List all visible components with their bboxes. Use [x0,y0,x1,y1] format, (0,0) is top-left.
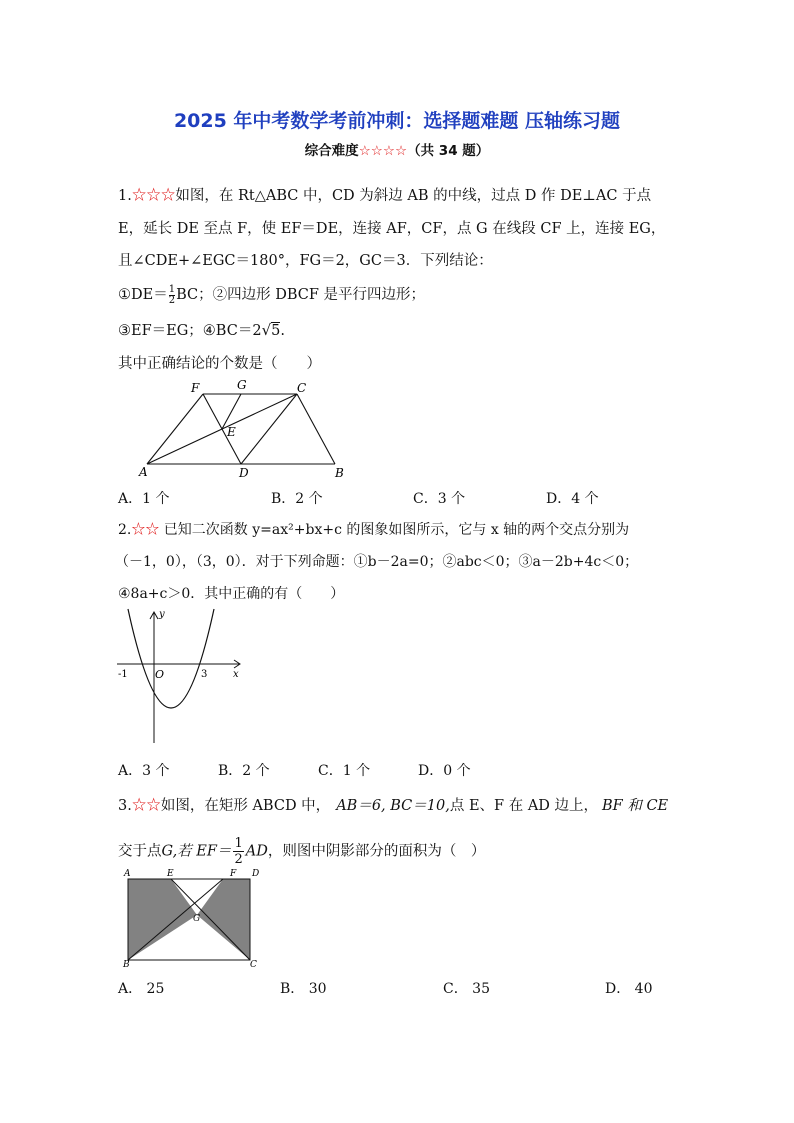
q2-option-a[interactable]: A．3 个 [118,763,170,779]
label-g: G [237,378,247,392]
q3-frac-den: 2 [234,852,243,867]
q3-given-lengths: AB＝6, BC＝10, [336,798,450,814]
q3-line2 [118,836,485,867]
label-e: E [167,869,174,879]
axis-label-x: x [233,669,239,680]
q1-line3: 且∠CDE+∠EGC＝180°，FG＝2，GC＝3．下列结论： [118,253,493,269]
q2-line3: ④8a+c＞0．其中正确的有（ ） [118,586,345,602]
q1-line2: E，延长 DE 至点 F，使 EF＝DE，连接 AF，CF，点 G 在线段 CF 上，连接 EG， [118,221,666,237]
q2-line2: （－1，0），（3，0）．对于下列命题：①b－2a=0；②abc＜0；③a－2b+4c＜0； [115,554,639,570]
q1-s3-end: . [280,323,285,339]
q3-option-b[interactable]: B． 30 [280,981,327,997]
q1-text-1: 如图，在 Rt△ABC 中，CD 为斜边 AB 的中线，过点 D 作 DE⊥AC 于点 [175,188,652,204]
q3-condition: G,若 EF＝ [161,843,232,860]
q1-option-c[interactable]: C．3 个 [413,491,466,507]
q3-number: 3. [118,798,132,814]
q1-statements-1 [118,283,425,306]
q2-number: 2. [118,522,132,538]
difficulty-subtitle [0,139,794,159]
q3-figure [118,866,266,970]
q1-s3: ③EF＝EG；④BC＝2 [118,323,262,339]
sqrt-icon: √ [261,321,272,339]
page-title: 2025 年中考数学考前冲刺：选择题难题 压轴练习题 [173,110,621,132]
tick-label-neg1: -1 [118,669,128,680]
q1-stars: ☆☆☆ [131,188,176,204]
q3-text-1a: 如图，在矩形 ABCD 中， [160,798,331,814]
label-b: B [123,960,130,970]
shaded-region-right [197,879,250,960]
label-c: C [250,960,257,970]
difficulty-label: 综合难度 [304,143,359,159]
q1-option-a[interactable]: A．1 个 [118,491,170,507]
q1-statements-2 [118,319,285,340]
q3-line1 [118,794,668,815]
segment-af [147,394,203,464]
q2-line1 [118,519,629,539]
label-a: A [124,869,131,879]
segment-dc [241,394,297,464]
label-f: F [191,381,200,395]
q1-option-d[interactable]: D．4 个 [546,491,599,507]
q3-lines-bf-ce: BF 和 CE [602,798,669,814]
q3-text-2a: 交于点 [118,843,162,860]
label-b: B [335,466,344,480]
q1-figure [135,376,350,480]
label-d: D [239,466,249,480]
q1-s1-suffix: BC；②四边形 DBCF 是平行四边形； [176,287,426,303]
q1-question: 其中正确结论的个数是（ ） [118,356,321,372]
q3-text-2d: ，则图中阴影部分的面积为（ ） [267,843,486,860]
q1-option-b[interactable]: B．2 个 [271,491,323,507]
question-count: （共 34 题） [407,143,490,159]
q1-root: 5 [271,323,281,339]
q2-figure [115,607,250,747]
label-a: A [139,465,148,479]
label-c: C [297,381,307,395]
segment-cb [297,394,335,464]
q3-option-d[interactable]: D． 40 [605,981,653,997]
tick-label-3: 3 [201,669,208,680]
q2-stars: ☆☆ [131,522,160,538]
q1-line1 [118,184,651,205]
q2-option-b[interactable]: B．2 个 [218,763,270,779]
label-e: E [227,425,236,439]
q2-text-1: 已知二次函数 y=ax²+bx+c 的图象如图所示，它与 x 轴的两个交点分别为 [159,522,630,538]
label-f: F [230,869,237,879]
q3-segment-ad: AD [245,843,268,860]
segment-eg [222,394,241,429]
label-g: G [193,914,201,924]
q1-fraction [169,285,175,306]
parabola-curve [128,609,214,708]
q2-option-c[interactable]: C．1 个 [318,763,371,779]
label-d: D [252,869,260,879]
q3-option-c[interactable]: C． 35 [443,981,490,997]
origin-label: O [155,668,165,681]
q2-option-d[interactable]: D．0 个 [418,763,471,779]
q1-number: 1. [118,188,132,204]
q3-stars: ☆☆ [131,798,161,814]
q1-frac-num: 1 [168,283,176,295]
q1-s1-prefix: ①DE＝ [118,287,168,303]
q3-text-1c: 点 E、F 在 AD 边上， [449,798,599,814]
q3-option-a[interactable]: A． 25 [118,981,165,997]
axis-label-y: y [159,609,165,620]
shaded-region-left [128,879,197,960]
q3-fraction [233,836,243,867]
q1-frac-den: 2 [168,294,176,306]
difficulty-stars: ☆☆☆☆ [358,143,408,159]
q3-frac-num: 1 [234,836,243,851]
